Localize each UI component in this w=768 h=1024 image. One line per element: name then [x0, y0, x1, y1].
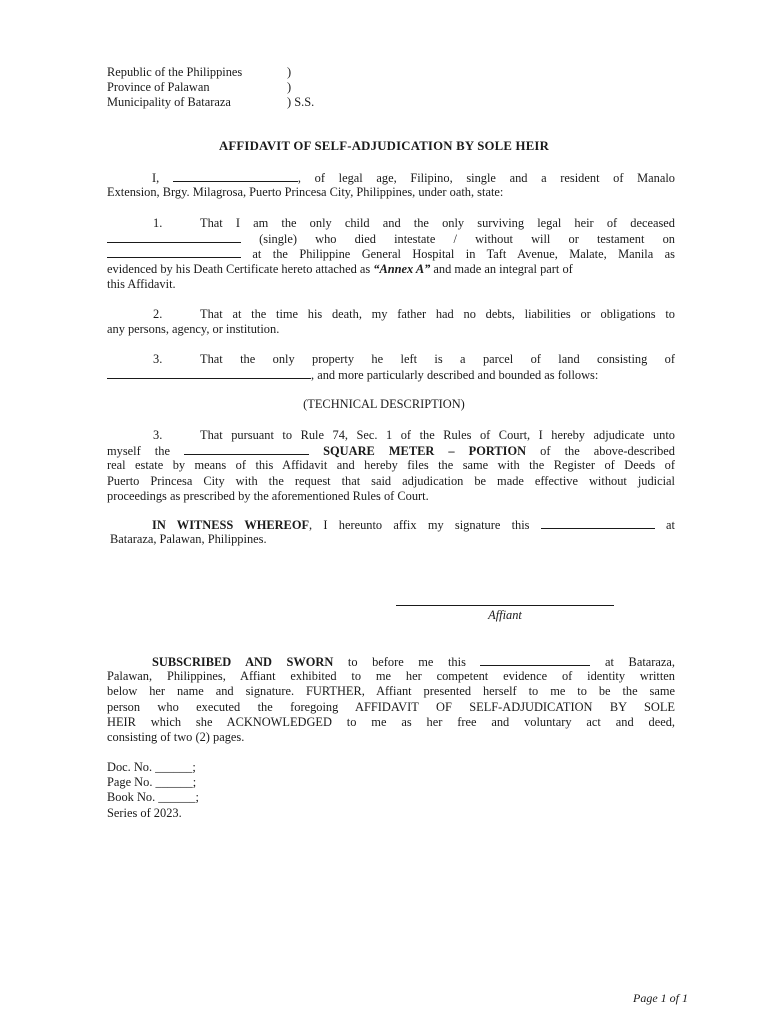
- venue-mark: ): [287, 80, 292, 95]
- death-date-blank: [107, 246, 241, 258]
- text-line: [107, 246, 675, 261]
- paragraph-text: and made an integral part of: [430, 261, 573, 276]
- portion-area-blank: [184, 443, 309, 455]
- paragraph-text: to before me this: [347, 655, 466, 669]
- land-area-blank: [107, 367, 311, 379]
- paragraph-text: , I hereunto affix my signature this: [309, 518, 530, 532]
- paragraph-number: 3.: [153, 428, 163, 442]
- series-year: Series of 2023.: [107, 805, 182, 820]
- paragraph-text: That pursuant to Rule 74, Sec. 1 of the Rules of Court, I hereby adjudicate unto: [200, 428, 675, 442]
- paragraph-number: 3.: [153, 352, 163, 366]
- notarial-register: [107, 760, 675, 821]
- text-line: real estate by means of this Affidavit and hereby files the same with the Register of Deeds of: [107, 458, 675, 473]
- venue-label: Province of Palawan: [107, 80, 210, 95]
- text-line: proceedings as prescribed by the aforementioned Rules of Court.: [107, 488, 429, 503]
- technical-description-heading: (TECHNICAL DESCRIPTION): [303, 397, 465, 411]
- paragraph-text: evidenced by his Death Certificate hereto attached as: [107, 261, 374, 276]
- text-line: below her name and signature. FURTHER, Affiant presented herself to me to be the same: [107, 684, 675, 699]
- paragraph-1: [107, 216, 675, 292]
- text-line: [107, 443, 675, 458]
- text-line: Bataraza, Palawan, Philippines.: [110, 532, 267, 547]
- venue-mark: ) S.S.: [287, 95, 315, 110]
- paragraph-text: at the Philippine General Hospital in Taft Avenue, Malate, Manila as: [252, 247, 675, 262]
- venue-row: [107, 80, 675, 95]
- book-number: Book No. ______;: [107, 790, 199, 805]
- venue-label: Municipality of Bataraza: [107, 95, 231, 110]
- paragraph-text: That the only property he left is a parcel of land consisting of: [200, 352, 675, 366]
- intro-text: , of legal age, Filipino, single and a resident of Manalo: [297, 171, 675, 185]
- paragraph-text: of the above-described: [540, 444, 675, 459]
- paragraph-text: at Bataraza,: [605, 655, 675, 669]
- signature-date-blank: [541, 517, 655, 529]
- paragraph-2: [107, 307, 675, 337]
- page-footer: Page 1 of 1: [633, 991, 688, 1005]
- annex-reference: “Annex A”: [373, 261, 431, 276]
- text-line: Puerto Princesa City with the request that said adjudication be made effective without judicial: [107, 473, 675, 488]
- text-line: [107, 352, 675, 367]
- paragraph-text: (single) who died intestate / without will or testament on: [259, 232, 675, 247]
- affiant-label: Affiant: [488, 608, 522, 622]
- text-line: [107, 428, 675, 443]
- text-line: [107, 231, 675, 246]
- text-line: [107, 216, 675, 231]
- paragraph-number: 2.: [153, 307, 163, 321]
- text-line: [107, 654, 675, 669]
- witness-clause: [107, 517, 675, 547]
- text-line: [107, 367, 675, 382]
- text-line: [107, 170, 675, 185]
- signature-line: [396, 605, 614, 606]
- paragraph-number: 1.: [153, 216, 163, 230]
- venue-mark: ): [287, 65, 292, 79]
- name-blank: [173, 170, 298, 182]
- paragraph-text: , and more particularly described and bounded as follows:: [311, 368, 599, 383]
- decedent-name-blank: [107, 231, 241, 243]
- paragraph-text: That at the time his death, my father had no debts, liabilities or obligations to: [200, 307, 675, 321]
- text-line: [107, 307, 675, 322]
- text-line: any persons, agency, or institution.: [107, 322, 280, 337]
- paragraph-3: [107, 352, 675, 382]
- document-title: AFFIDAVIT OF SELF-ADJUDICATION BY SOLE HEIR: [218, 139, 550, 153]
- jurat-paragraph: [107, 654, 675, 745]
- venue-row: [107, 95, 675, 110]
- paragraph-4: [107, 428, 675, 504]
- doc-number: Doc. No. ______;: [107, 760, 196, 774]
- text-line: [107, 262, 675, 277]
- page-number: Page No. ______;: [107, 775, 197, 790]
- venue-row: [107, 65, 675, 80]
- paragraph-text: myself the: [107, 444, 170, 459]
- text-line: this Affidavit.: [107, 276, 176, 291]
- paragraph-text: at: [666, 518, 675, 532]
- text-line: consisting of two (2) pages.: [107, 729, 245, 744]
- jurat-date-blank: [480, 654, 590, 666]
- text-line: [107, 517, 675, 532]
- text-line: HEIR which she ACKNOWLEDGED to me as her free and voluntary act and deed,: [107, 714, 675, 729]
- venue-label: Republic of the Philippines: [107, 65, 243, 79]
- text-line: Extension, Brgy. Milagrosa, Puerto Princesa City, Philippines, under oath, state:: [107, 185, 504, 200]
- jurat-heading: SUBSCRIBED AND SWORN: [152, 655, 334, 669]
- portion-label: SQUARE METER – PORTION: [323, 444, 527, 459]
- intro-paragraph: [107, 170, 675, 200]
- venue-block: [107, 65, 675, 111]
- intro-pronoun: I,: [152, 171, 160, 185]
- text-line: Palawan, Philippines, Affiant exhibited to me her competent evidence of identity written: [107, 669, 675, 684]
- witness-heading: IN WITNESS WHEREOF: [152, 518, 310, 532]
- paragraph-text: That I am the only child and the only surviving legal heir of deceased: [200, 216, 675, 230]
- text-line: person who executed the foregoing AFFIDAVIT OF SELF-ADJUDICATION BY SOLE: [107, 699, 675, 714]
